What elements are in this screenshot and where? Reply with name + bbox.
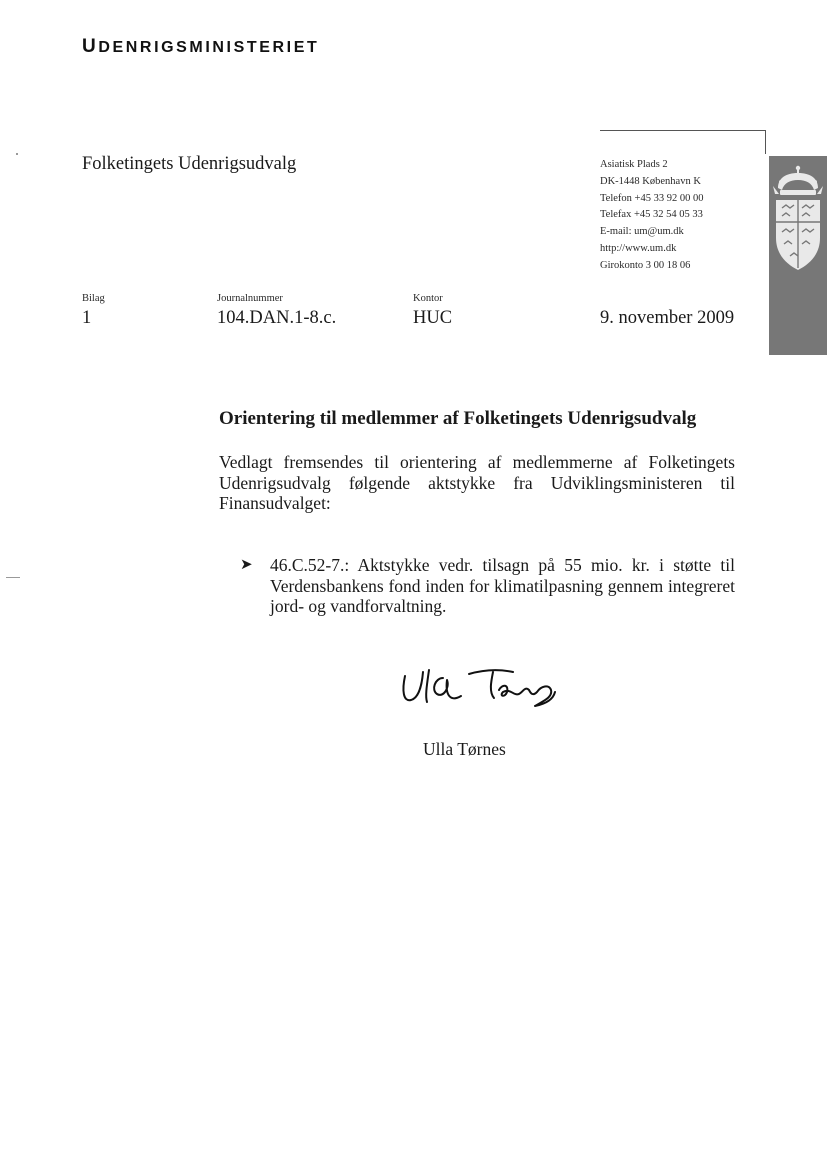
ministry-name xyxy=(82,36,319,58)
bilag-label: Bilag xyxy=(82,293,105,304)
letter-date: 9. november 2009 xyxy=(600,308,735,328)
address-giro: Girokonto 3 00 18 06 xyxy=(600,259,691,271)
ministry-name-rest: DENRIGSMINISTERIET xyxy=(98,39,320,56)
handwritten-signature xyxy=(395,662,575,717)
kontor-value: HUC xyxy=(413,308,453,328)
fold-mark xyxy=(6,577,20,578)
journal-value: 104.DAN.1-8.c. xyxy=(217,308,337,328)
royal-coat-of-arms-icon xyxy=(772,164,824,281)
bullet-item: 46.C.52-7.: Aktstykke vedr. tilsagn på 55 mio. kr. i støtte til Verdensbankens fond inden for klimatilpasning gennem integreret jord- og vandforvaltning. xyxy=(270,555,735,616)
ministry-name-initial: U xyxy=(82,36,99,57)
address-city: DK-1448 København K xyxy=(600,175,701,187)
address-web: http://www.um.dk xyxy=(600,242,677,254)
address-fax: Telefax +45 32 54 05 33 xyxy=(600,209,703,221)
address-phone: Telefon +45 33 92 00 00 xyxy=(600,192,704,204)
bilag-value: 1 xyxy=(82,308,92,328)
sender-address xyxy=(600,157,703,275)
kontor-label: Kontor xyxy=(413,293,443,304)
address-street: Asiatisk Plads 2 xyxy=(600,159,668,170)
recipient: Folketingets Udenrigsudvalg xyxy=(82,154,297,174)
address-rule-corner xyxy=(765,130,766,154)
signer-name: Ulla Tørnes xyxy=(423,739,506,759)
address-email: E-mail: um@um.dk xyxy=(600,226,684,238)
letter-body: Vedlagt fremsendes til orientering af medlemmerne af Folketingets Udenrigsudvalg følgende aktstykke fra Udviklingsministeren til Finansudvalget: xyxy=(219,452,735,513)
letter-heading: Orientering til medlemmer af Folketingets Udenrigsudvalg xyxy=(219,408,697,429)
brand-sidebar xyxy=(769,156,827,355)
address-rule xyxy=(600,130,765,131)
journal-label: Journalnummer xyxy=(217,293,283,304)
bullet-arrow-icon: ➤ xyxy=(240,557,253,573)
scan-mark xyxy=(16,153,18,155)
